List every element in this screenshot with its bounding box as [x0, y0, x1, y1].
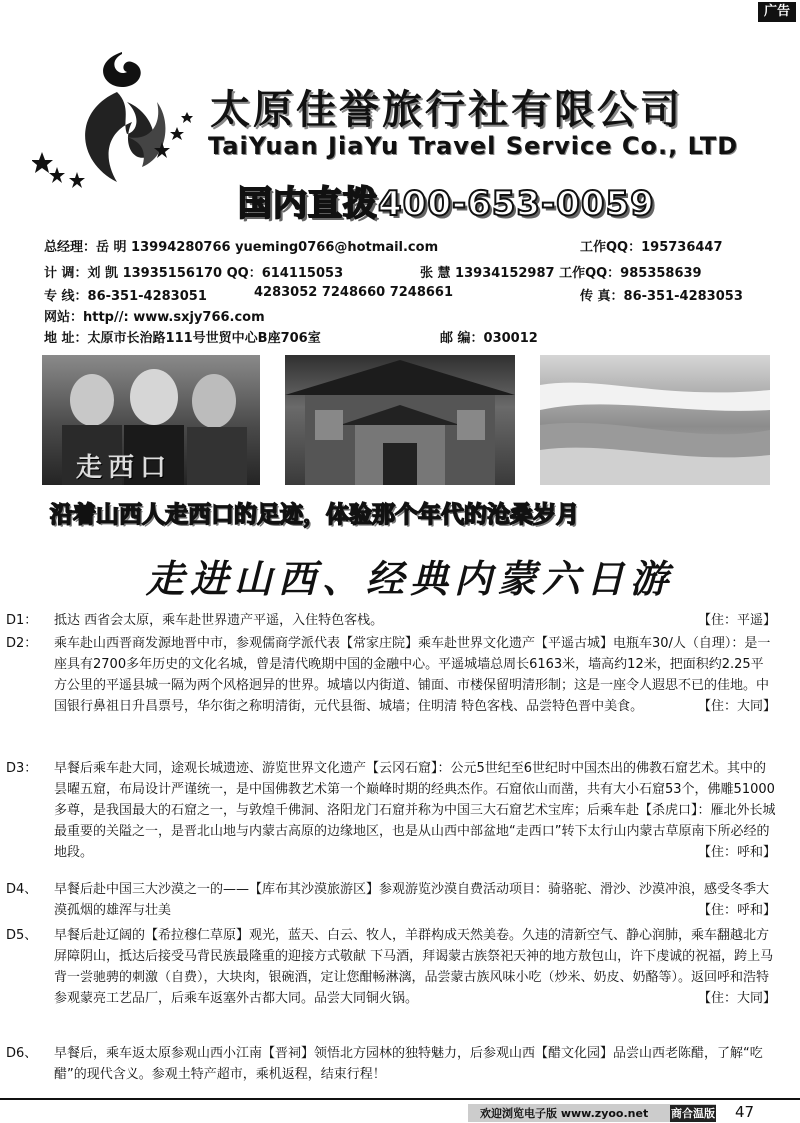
company-name-cn: 太原佳誉旅行社有限公司 — [210, 87, 683, 133]
day-stay: 【住：呼和】 — [697, 845, 776, 860]
contact-gm-qq: 工作QQ：195736447 — [580, 240, 723, 255]
day-label: D1： — [6, 613, 38, 628]
tour-title: 走进山西、经典内蒙六日游 — [145, 556, 674, 601]
footer-website-text[interactable]: 欢迎浏览电子版 www.zyoo.net — [480, 1107, 649, 1120]
day-description — [54, 879, 776, 921]
day-text: 早餐后，乘车返太原参观山西小江南【晋祠】领悟北方园林的独特魅力，后参观山西【醋文化园】品尝山西老陈醋，了解“吃醋”的现代含义。参观土特产超市，乘机返程，结束行程！ — [54, 1046, 763, 1082]
day-stay: 【住：平遥】 — [697, 613, 776, 628]
photo-desert-river — [540, 355, 770, 485]
photo-courtyard-building — [285, 355, 515, 485]
company-name-en: TaiYuan JiaYu Travel Service Co., LTD — [208, 132, 739, 160]
contact-planner: 计 调：刘 凯 13935156170 QQ：614115053 — [44, 266, 344, 281]
day-stay: 【住：大同】 — [697, 699, 776, 714]
page-number: 47 — [735, 1103, 755, 1121]
day-label: D5、 — [6, 928, 38, 943]
day-label: D3： — [6, 761, 38, 776]
day-description — [54, 610, 776, 631]
photo-drama-poster — [42, 355, 260, 485]
day-text: 早餐后赴辽阔的【希拉穆仁草原】观光，蓝天、白云、牧人，羊群构成天然美卷。久违的清新空气、静心润肺，乘车翻越北方屏障阴山，抵达后接受马背民族最隆重的迎接方式敬献 下马酒，拜谒蒙古族祭祀天神的地方敖包山，许下虔诚的祝福，跨上马背一尝驰骋的刺激（自费），大块肉，银碗酒，定让您酣畅淋漓，品尝蒙古族风味小吃（炒米、奶皮、奶酪等）。返回呼和浩特参观蒙亮工艺品厂，后乘车返塞外古都大同。品尝大同铜火锅。 — [54, 928, 774, 1006]
day-text: 乘车赴山西晋商发源地晋中市，参观儒商学派代表【常家庄院】乘车赴世界文化遗产【平遥古城】电瓶车30/人（自理）：是一座具有2700多年历史的文化名城，曾是清代晚期中国的金融中心。平遥城墙总周长6163米，墙高约12米，把面积约2.25平方公里的平遥县城一隔为两个风格迥异的世界。城墙以内街道、铺面、市楼保留明清形制；这是一座令人遐思不已的佳地。中国银行鼻祖日升昌票号，华尔街之称明清街，元代县衙、城墙；住明清 特色客栈、品尝特色晋中美食。 — [54, 636, 771, 714]
day-description — [54, 758, 776, 863]
building-illustration — [285, 355, 515, 485]
contact-website[interactable]: 网站：http//: www.sxjy766.com — [44, 310, 265, 325]
day-text: 抵达 西省会太原，乘车赴世界遗产平遥，入住特色客栈。 — [54, 613, 384, 628]
day-description — [54, 925, 776, 1009]
logo-flame-icon — [103, 52, 141, 87]
ad-tag: 广告 — [758, 2, 796, 22]
contact-address: 地 址：太原市长治路111号世贸中心B座706室 — [44, 331, 321, 346]
day-stay: 【住：大同】 — [697, 991, 776, 1006]
contact-gm: 总经理：岳 明 13994280766 yueming0766@hotmail.com — [44, 240, 439, 255]
footer-divider — [0, 1098, 800, 1100]
desert-illustration — [540, 355, 770, 485]
day-label: D6、 — [6, 1046, 38, 1061]
contact-planner-2: 张 慧 13934152987 工作QQ：985358639 — [420, 266, 702, 281]
contact-fax: 传 真：86-351-4283053 — [580, 289, 743, 304]
day-stay: 【住：呼和】 — [697, 903, 776, 918]
contact-postcode: 邮 编：030012 — [440, 331, 538, 346]
slogan: 沿着山西人走西口的足迹，体验那个年代的沧桑岁月 — [50, 502, 579, 528]
day-text: 早餐后乘车赴大同，途观长城遗迹、游览世界文化遗产【云冈石窟】：公元5世纪至6世纪时中国杰出的佛教石窟艺术。其中的昙曜五窟，布局设计严谨统一，是中国佛教艺术第一个巅峰时期的经典杰作。石窟依山而凿，共有大小石窟53个，佛雕51000多尊，是我国最大的石窟之一，与敦煌千佛洞、洛阳龙门石窟并称为中国三大石窟艺术宝库；后乘车赴【杀虎口】：雁北外长城最重要的关隘之一，是晋北山地与内蒙古高原的边缘地区，也是从山西中部盆地“走西口”转下太行山内蒙古草原南下所必经的地段。 — [54, 761, 776, 860]
photo-caption: 走西口 — [76, 453, 173, 483]
hotline: 国内直拨400-653-0059 — [238, 184, 655, 224]
day-description — [54, 633, 776, 717]
contact-line: 专 线：86-351-4283051 — [44, 289, 207, 304]
day-description — [54, 1043, 776, 1085]
footer-edition-badge: 商合温版 — [671, 1107, 715, 1120]
day-text: 早餐后赴中国三大沙漠之一的——【库布其沙漠旅游区】参观游览沙漠自费活动项目：骑骆驼、滑沙、沙漠冲浪，感受冬季大漠孤烟的雄浑与壮美 — [54, 882, 770, 918]
contact-line-numbers: 4283052 7248660 7248661 — [254, 285, 454, 300]
company-logo — [32, 42, 202, 192]
day-label: D4、 — [6, 882, 38, 897]
day-label: D2： — [6, 636, 38, 651]
